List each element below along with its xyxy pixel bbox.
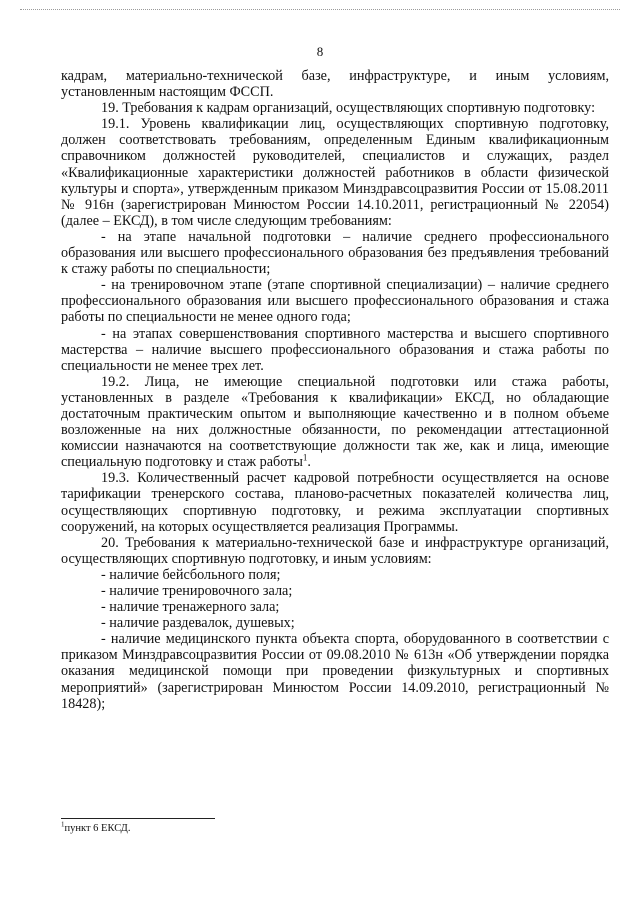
paragraph-19-2 [61,374,609,471]
list-item-locker-rooms: - наличие раздевалок, душевых; [101,615,295,632]
footnote-reference: 1 [302,452,308,463]
footnote-separator [61,818,215,819]
footnote-mark: 1 [61,820,65,829]
requirement-mastery-stage: - на этапах совершенствования спортивного мастерства и высшего спортивного мастерства – наличие высшего профессионального образования и стажа работы по специальности не менее трех лет. [61,325,609,374]
paragraph-19-3: 19.3. Количественный расчет кадровой потребности осуществляется на основе тарификации тренерского состава, планово-расчетных показателей количества лиц, осуществляющих спортивную подготовку, и режима эксплуатации спортивных сооружений, на которых осуществляется реализация Программы. [61,470,609,535]
requirement-training-stage: - на тренировочном этапе (этапе спортивной специализации) – наличие среднего профессионального образования или высшего профессионального образования и стажа работы по специальности не менее одного года; [61,277,609,326]
paragraph-19: 19. Требования к кадрам организаций, осуществляющих спортивную подготовку: [101,100,596,117]
footnote-text: пункт 6 ЕКСД. [64,823,131,834]
list-item-medical-point: - наличие медицинского пункта объекта спорта, оборудованного в соответствии с приказом Минздравсоцразвития России от 09.08.2010 № 613н «Об утверждении порядка оказания медицинской помощи при проведении физкультурных и спортивных мероприятий» (зарегистрирован Минюстом России 14.09.2010, регистрационный № 18428); [61,631,609,712]
paragraph-19-2-text: 19.2. Лица, не имеющие специальной подготовки или стажа работы, установленных в разделе «Требования к квалификации» ЕКСД, но обладающие достаточным практическим опытом и выполняющие качественно и в полном объеме возложенные на них должностные обязанности, по рекомендации аттестационной комиссии назначаются на соответствующие должности так же, как и лица, имеющие специальную подготовку и стаж работы [61,373,609,471]
page-number: 8 [316,44,324,59]
document-body [61,68,609,712]
paragraph-19-2-end: . [307,454,311,471]
requirement-initial-stage: - на этапе начальной подготовки – наличие среднего профессионального образования или высшего профессионального образования без предъявления требований к стажу работы по специальности; [61,228,609,278]
scan-top-border [20,9,620,10]
paragraph-19-1: 19.1. Уровень квалификации лиц, осуществляющих спортивную подготовку, должен соответствовать требованиям, определенным Единым квалификационным справочником должностей руководителей, специалистов и служащих, раздел «Квалификационные характеристики должностей работников в области физической культуры и спорта», утвержденным приказом Минздравсоцразвития России от 15.08.2011 № 916н (зарегистрирован Минюстом России 14.10.2011, регистрационный № 22054) (далее – ЕКСД), в том числе следующим требованиям: [61,116,609,229]
list-item-gym: - наличие тренажерного зала; [101,599,280,616]
list-item-baseball-field: - наличие бейсбольного поля; [101,566,281,583]
paragraph-continuation: кадрам, материально-технической базе, инфраструктуре, и иным условиям, установленным настоящим ФССП. [61,68,609,101]
paragraph-20: 20. Требования к материально-технической базе и инфраструктуре организаций, осуществляющих спортивную подготовку, и иным условиям: [61,534,609,567]
footnote [61,820,131,834]
list-item-training-hall: - наличие тренировочного зала; [101,583,293,599]
